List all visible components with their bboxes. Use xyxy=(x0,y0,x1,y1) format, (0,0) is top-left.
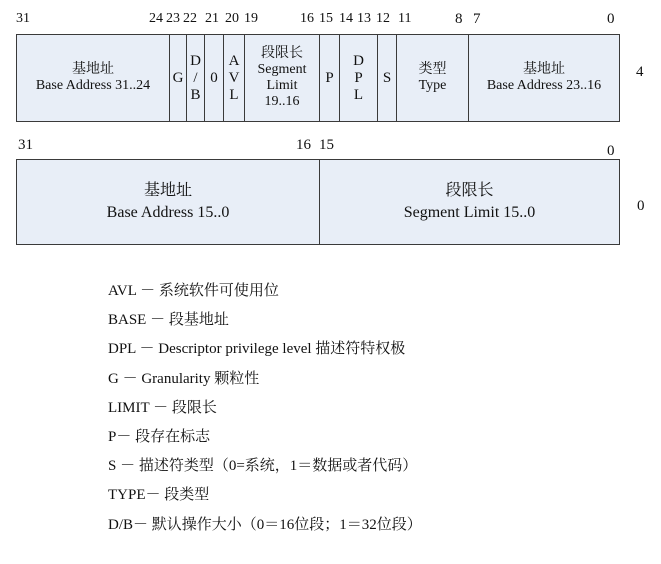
field-limit-19-16 xyxy=(245,35,320,121)
bit-label: 13 xyxy=(357,11,371,26)
legend-item-type: TYPE－ 段类型 xyxy=(108,487,210,504)
bit-label: 31 xyxy=(18,137,33,153)
bit-label: 7 xyxy=(473,11,481,27)
field-zero xyxy=(205,35,224,121)
field-char: L xyxy=(229,86,239,103)
bit-label: 24 xyxy=(149,11,163,26)
bit-label: 8 xyxy=(455,11,463,27)
descriptor-high-dword xyxy=(16,34,620,122)
field-name-en: Segment xyxy=(257,62,307,77)
field-name-en: Segment Limit 15..0 xyxy=(403,204,536,221)
offset-label: 0 xyxy=(637,198,645,214)
bit-label: 21 xyxy=(205,11,219,26)
field-name-zh: 段限长 xyxy=(261,46,303,61)
bit-label: 0 xyxy=(607,11,615,27)
field-label: S xyxy=(382,69,392,86)
field-base-23-16 xyxy=(469,35,619,121)
bit-label: 14 xyxy=(339,11,353,26)
bit-label: 15 xyxy=(319,11,333,26)
field-name-en: Base Address 23..16 xyxy=(486,78,602,93)
field-g xyxy=(170,35,187,121)
field-char: A xyxy=(228,52,240,69)
field-limit-15-0 xyxy=(320,160,619,244)
field-char: P xyxy=(354,69,363,86)
bit-label: 19 xyxy=(244,11,258,26)
field-name-en: Base Address 15..0 xyxy=(106,204,230,221)
field-char: B xyxy=(190,86,201,103)
field-char: V xyxy=(228,69,240,86)
field-label: P xyxy=(325,69,334,86)
bit-label: 12 xyxy=(376,11,390,26)
field-char: L xyxy=(353,86,364,103)
bit-label: 23 xyxy=(166,11,180,26)
field-char: / xyxy=(193,69,198,86)
field-name-en: Limit xyxy=(266,78,298,93)
legend-item-limit: LIMIT － 段限长 xyxy=(108,399,217,416)
field-base-31-24 xyxy=(17,35,170,121)
field-s xyxy=(378,35,397,121)
legend-item-avl: AVL － 系统软件可使用位 xyxy=(108,283,279,299)
field-char: D xyxy=(190,52,201,69)
field-base-15-0 xyxy=(17,160,320,244)
field-name-en: Base Address 31..24 xyxy=(35,78,151,93)
field-name-en: Type xyxy=(418,78,447,93)
legend xyxy=(108,282,422,545)
bit-label: 16 xyxy=(296,137,311,153)
descriptor-low-dword xyxy=(16,159,620,245)
bit-label: 0 xyxy=(607,143,615,159)
field-p xyxy=(320,35,340,121)
field-avl xyxy=(224,35,245,121)
offset-label: 4 xyxy=(636,64,644,80)
field-name-zh: 段限长 xyxy=(445,182,494,199)
legend-item-g: G － Granularity 颗粒性 xyxy=(108,370,260,387)
bit-label: 31 xyxy=(16,11,30,26)
bit-label: 22 xyxy=(183,11,197,26)
legend-item-dpl: DPL － Descriptor privilege level 描述符特权极 xyxy=(108,341,406,358)
field-char: D xyxy=(353,52,364,69)
bit-label: 11 xyxy=(398,11,412,26)
field-label: G xyxy=(172,69,184,86)
bit-label: 20 xyxy=(225,11,239,26)
field-name-zh: 类型 xyxy=(418,62,447,77)
field-type xyxy=(397,35,469,121)
field-dpl xyxy=(340,35,378,121)
field-name-zh: 基地址 xyxy=(143,182,192,199)
legend-item-p: P－ 段存在标志 xyxy=(108,428,211,445)
legend-item-d-b: D/B－ 默认操作大小（0＝16位段；1＝32位段） xyxy=(108,516,422,533)
field-d-b xyxy=(187,35,205,121)
legend-item-base: BASE － 段基地址 xyxy=(108,312,229,329)
field-name-en: 19..16 xyxy=(264,94,300,109)
field-name-zh: 基地址 xyxy=(523,62,565,77)
field-label: 0 xyxy=(210,69,218,86)
field-name-zh: 基地址 xyxy=(72,62,114,77)
bit-label: 16 xyxy=(300,11,314,26)
legend-item-s: S － 描述符类型（0=系统，1＝数据或者代码） xyxy=(108,458,418,475)
bit-label: 15 xyxy=(319,137,334,153)
